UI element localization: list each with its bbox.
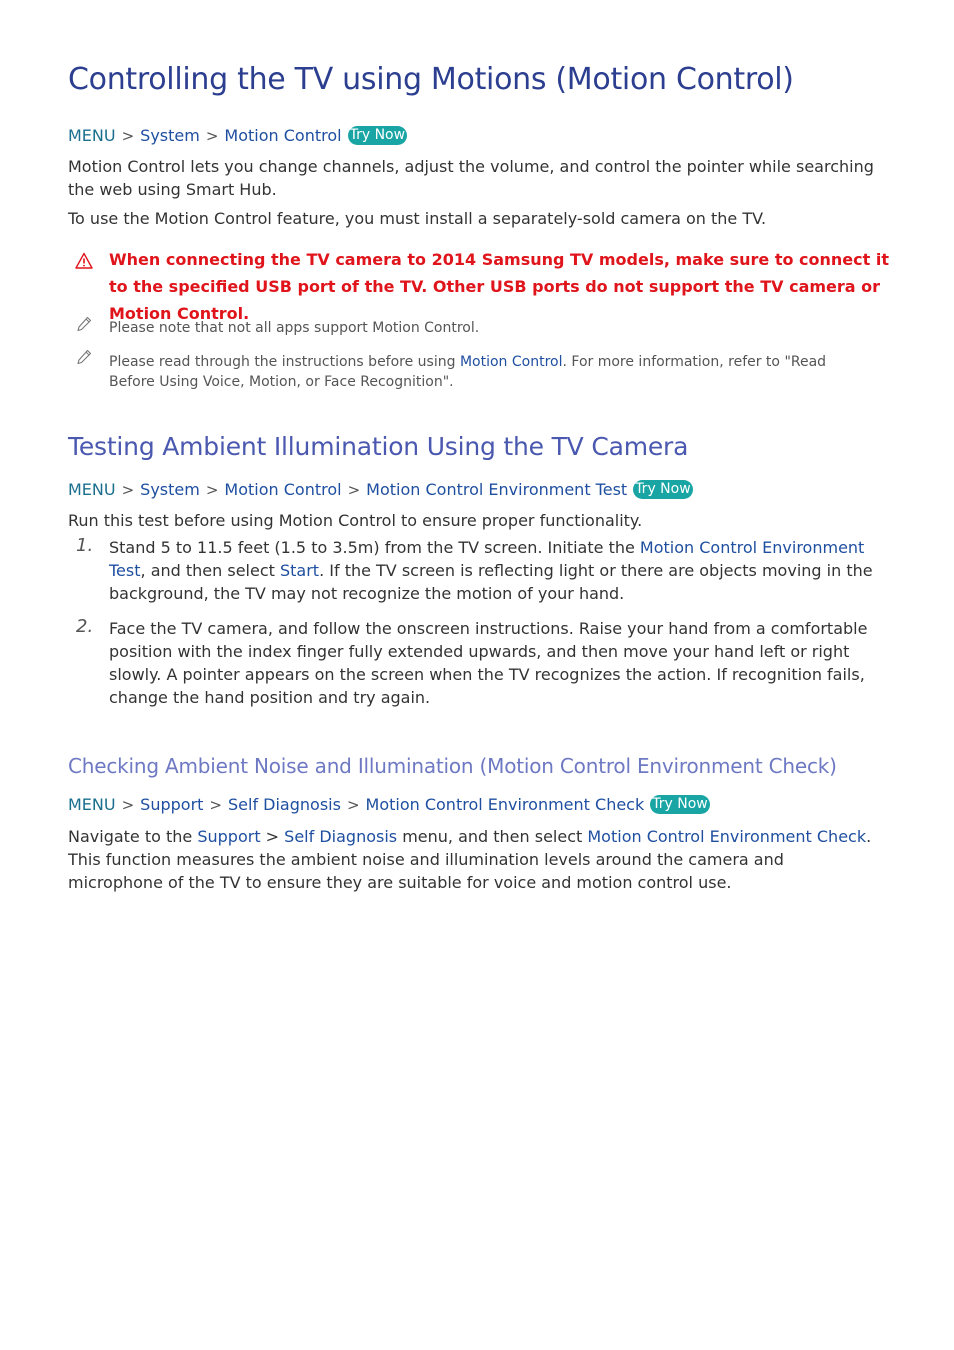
breadcrumb-motion-control (68, 126, 407, 145)
breadcrumb-motion-control[interactable]: Motion Control (224, 480, 342, 499)
breadcrumb-menu[interactable]: MENU (68, 480, 116, 499)
step1-text-pre: Stand 5 to 11.5 feet (1.5 to 3.5m) from the TV screen. Initiate the (109, 538, 640, 557)
pencil-note-icon (76, 349, 92, 365)
step-number-1: 1. (76, 535, 94, 556)
step-number-2: 2. (76, 616, 94, 637)
breadcrumb-environment-test[interactable]: Motion Control Environment Test (366, 480, 628, 499)
check-text-mid: menu, and then select (397, 827, 588, 846)
link-environment-check[interactable]: Motion Control Environment Check (587, 827, 867, 846)
link-start[interactable]: Start (279, 561, 320, 580)
check-text-pre: Navigate to the (68, 827, 198, 846)
chevron-right-icon: > (205, 480, 219, 499)
breadcrumb-support[interactable]: Support (140, 795, 204, 814)
breadcrumb-system[interactable]: System (140, 480, 200, 499)
chevron-right-icon: > (346, 795, 360, 814)
try-now-button[interactable]: Try Now (635, 481, 691, 497)
pencil-note-icon (76, 316, 92, 332)
breadcrumb-self-diagnosis[interactable]: Self Diagnosis (228, 795, 341, 814)
chevron-right-icon: > (347, 480, 361, 499)
warning-text: When connecting the TV camera to 2014 Samsung TV models, make sure to connect it to the specified USB port of the TV. Other USB ports do not support the TV camera or Motion Control. (109, 250, 889, 323)
section-title-testing: Testing Ambient Illumination Using the TV Camera (68, 432, 689, 461)
section-title-checking: Checking Ambient Noise and Illumination (Motion Control Environment Check) (68, 754, 837, 778)
step1-text-mid: , and then select (140, 561, 280, 580)
chevron-right-icon: > (121, 480, 135, 499)
link-support[interactable]: Support (197, 827, 261, 846)
chevron-right-icon: > (209, 795, 222, 814)
breadcrumb-environment-check[interactable]: Motion Control Environment Check (365, 795, 645, 814)
breadcrumb-motion-control[interactable]: Motion Control (224, 126, 342, 145)
step1-text-post: . If the TV screen is reflecting light or there are objects moving in the background, the TV may not recognize the motion of your hand. (109, 561, 873, 603)
link-environment-test[interactable]: Motion Control Environment Test (109, 538, 865, 580)
link-self-diagnosis[interactable]: Self Diagnosis (284, 827, 398, 846)
chevron-right-icon: > (205, 126, 219, 145)
page-title: Controlling the TV using Motions (Motion Control) (68, 62, 794, 97)
chevron-right-icon: > (121, 126, 135, 145)
check-paragraph (68, 825, 878, 894)
note-text-pre: Please read through the instructions before using (109, 354, 460, 370)
link-motion-control[interactable]: Motion Control (459, 354, 563, 370)
breadcrumb-environment-check (68, 795, 710, 814)
note-text-post: . For more information, refer to "Read Before Using Voice, Motion, or Face Recognition". (109, 354, 827, 390)
chevron-right-icon: > (121, 795, 135, 814)
intro-paragraph: Motion Control lets you change channels, adjust the volume, and control the pointer while searching the web using Smart Hub. (68, 157, 874, 199)
try-now-button[interactable]: Try Now (652, 796, 708, 812)
breadcrumb-menu[interactable]: MENU (68, 126, 116, 145)
note-apps-support: Please note that not all apps support Motion Control. (109, 320, 480, 336)
breadcrumb-system[interactable]: System (140, 126, 200, 145)
breadcrumb-menu[interactable]: MENU (68, 795, 116, 814)
step-2: Face the TV camera, and follow the onscreen instructions. Raise your hand from a comfortable position with the index finger fully extended upwards, and then move your hand left or right slowly. A pointer appears on the screen when the TV recognizes the action. If recognition fails, change the hand position and try again. (109, 619, 868, 707)
camera-paragraph: To use the Motion Control feature, you must install a separately-sold camera on the TV. (68, 209, 767, 228)
step-1 (109, 536, 879, 605)
breadcrumb-environment-test (68, 480, 693, 499)
try-now-button[interactable]: Try Now (349, 127, 406, 143)
check-text-sep: > (260, 827, 285, 846)
test-intro: Run this test before using Motion Control to ensure proper functionality. (68, 511, 643, 530)
warning-icon (75, 252, 93, 270)
check-text-post: . This function measures the ambient noise and illumination levels around the camera and microphone of the TV to ensure they are suitable for voice and motion control use. (68, 827, 872, 892)
note-read-instructions (109, 352, 869, 392)
